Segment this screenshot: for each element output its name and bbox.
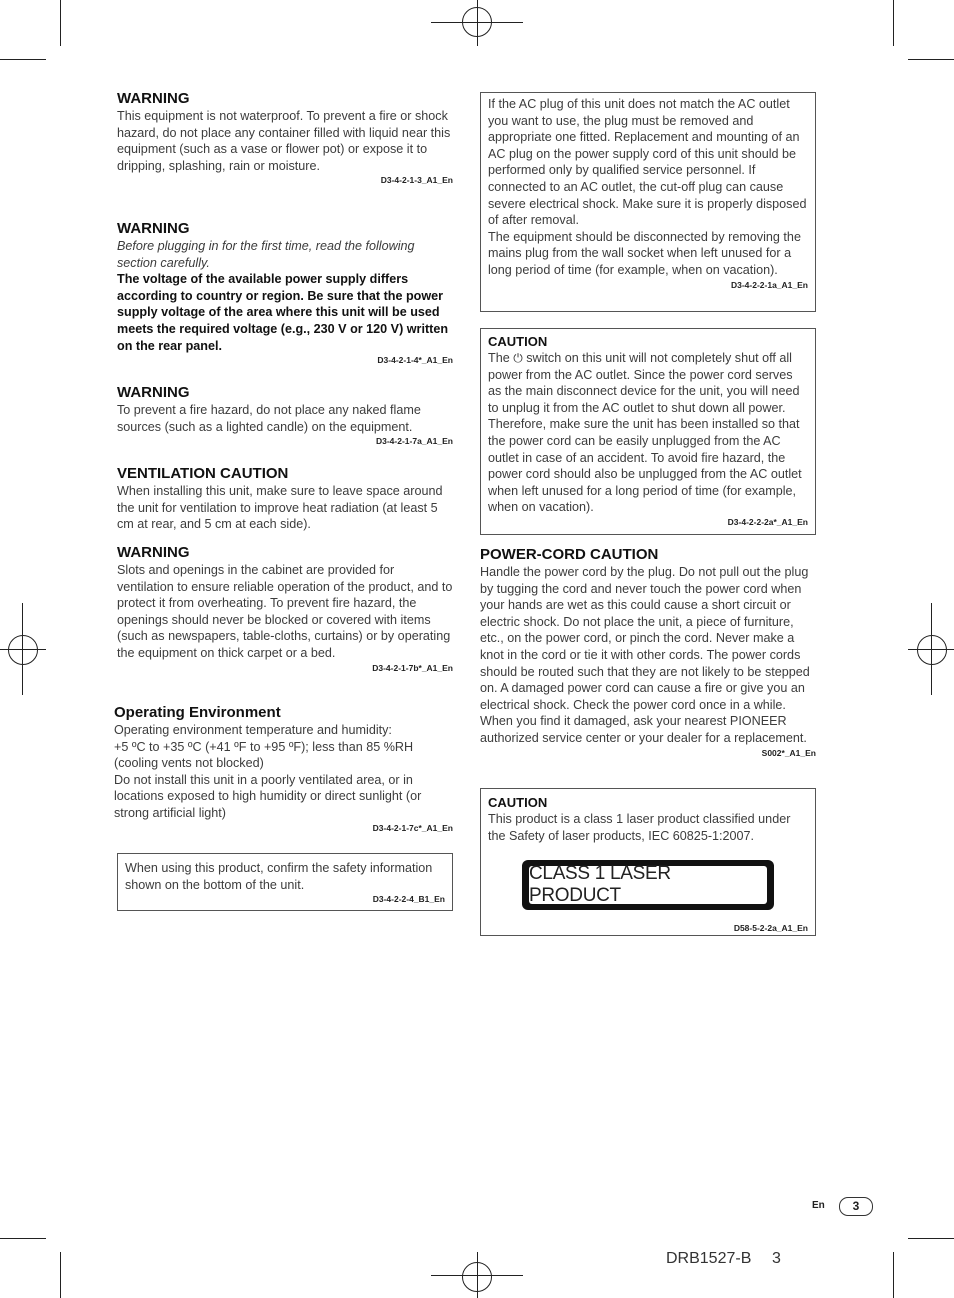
crop-mark bbox=[893, 1252, 894, 1298]
environment-body: Do not install this unit in a poorly ventilated area, or in locations exposed to high humidity or direct sunlight (or strong artificial light) bbox=[114, 772, 422, 820]
registration-circle bbox=[8, 635, 38, 665]
power-standby-icon: ⏻ bbox=[513, 351, 523, 365]
crop-mark bbox=[908, 1238, 954, 1239]
laser-class-label-text: CLASS 1 LASER PRODUCT bbox=[529, 866, 767, 904]
environment-heading: Operating Environment bbox=[114, 704, 281, 721]
warning-waterproof bbox=[117, 90, 453, 186]
warning-body: This equipment is not waterproof. To prevent a fire or shock hazard, do not place any container filled with liquid near this equipment (such as a vase or flower pot) or expose it to dripping, splashing, rain or moisture. bbox=[117, 109, 451, 173]
crop-mark bbox=[60, 1252, 61, 1298]
caution-heading: CAUTION bbox=[488, 334, 548, 349]
ac-plug-body: If the AC plug of this unit does not match the AC outlet you want to use, the plug must be removed and appropriate one fitted. Replacement and mounting of an AC plug on the power supply cord of this unit should be performed only by qualified service personnel. If connected to an AC outlet, the cut-off plug can cause severe electrical shock. Make sure it is properly disposed of after removal. bbox=[488, 97, 807, 228]
doc-code: D3-4-2-1-4*_A1_En bbox=[377, 355, 453, 366]
crop-mark bbox=[893, 0, 894, 46]
crop-mark bbox=[908, 59, 954, 60]
crop-mark bbox=[60, 0, 61, 46]
warning-heading: WARNING bbox=[117, 90, 190, 107]
caution-power-switch-box bbox=[480, 328, 816, 535]
laser-class-label bbox=[522, 860, 774, 910]
warning-body: Slots and openings in the cabinet are provided for ventilation to ensure reliable operation of the product, and to protect it from overheating. To prevent fire hazard, the openings should never be blocked or covered with items (such as newspapers, table-cloths, curtains) or by operating the equipment on thick carpet or a bed. bbox=[117, 563, 453, 660]
doc-code: D3-4-2-1-7b*_A1_En bbox=[372, 662, 453, 673]
environment-body: +5 ºC to +35 ºC (+41 ºF to +95 ºF); less than 85 %RH (cooling vents not blocked) bbox=[114, 739, 414, 771]
safety-info-box bbox=[117, 853, 453, 911]
caution-body-pre: The bbox=[488, 351, 514, 365]
doc-code: D3-4-2-2-1a_A1_En bbox=[730, 279, 808, 290]
environment-body: Operating environment temperature and humidity: bbox=[114, 723, 392, 737]
doc-code: D58-5-2-2a_A1_En bbox=[733, 923, 808, 934]
doc-code: S002*_A1_En bbox=[761, 747, 816, 758]
operating-environment bbox=[114, 704, 453, 834]
registration-circle bbox=[917, 635, 947, 665]
document-page: 3 bbox=[772, 1250, 781, 1267]
crop-mark bbox=[0, 1238, 46, 1239]
doc-code: D3-4-2-2-4_B1_En bbox=[372, 894, 445, 905]
warning-naked-flame bbox=[117, 384, 453, 447]
warning-openings bbox=[117, 544, 453, 674]
warning-intro: Before plugging in for the first time, read the following section carefully. bbox=[117, 239, 415, 270]
ventilation-body: When installing this unit, make sure to leave space around the unit for ventilation to improve heat radiation (at least 5 cm at rear, and 5 cm at each side). bbox=[117, 484, 443, 532]
language-label: En bbox=[812, 1200, 825, 1211]
doc-code: D3-4-2-2-2a*_A1_En bbox=[727, 516, 808, 527]
laser-body: This product is a class 1 laser product classified under the Safety of laser products, IEC 60825-1:2007. bbox=[488, 812, 791, 843]
doc-code: D3-4-2-1-7c*_A1_En bbox=[372, 822, 453, 833]
warning-power-supply bbox=[117, 220, 453, 366]
power-cord-heading: POWER-CORD CAUTION bbox=[480, 546, 659, 563]
laser-caution-box bbox=[480, 788, 816, 936]
warning-heading: WARNING bbox=[117, 544, 190, 561]
caution-body bbox=[488, 350, 808, 516]
warning-heading: WARNING bbox=[117, 384, 190, 401]
registration-circle bbox=[462, 1262, 492, 1292]
ac-plug-body: The equipment should be disconnected by removing the mains plug from the wall socket when left unused for a long period of time (for example, when on vacation). bbox=[488, 229, 801, 277]
doc-code: D3-4-2-1-7a_A1_En bbox=[375, 436, 453, 447]
warning-body: To prevent a fire hazard, do not place any naked flame sources (such as a lighted candle) on the equipment. bbox=[117, 403, 421, 434]
caution-heading: CAUTION bbox=[488, 795, 548, 810]
ventilation-heading: VENTILATION CAUTION bbox=[117, 465, 289, 482]
safety-info-body: When using this product, confirm the safety information shown on the bottom of the unit. bbox=[125, 861, 433, 892]
ac-plug-box bbox=[480, 92, 816, 312]
document-id: DRB1527-B bbox=[666, 1250, 752, 1267]
page-number-badge: 3 bbox=[839, 1197, 873, 1216]
ventilation-caution bbox=[117, 465, 453, 533]
warning-heading: WARNING bbox=[117, 220, 190, 237]
warning-body: The voltage of the available power supply differs according to country or region. Be sure that the power supply voltage of the area where this unit will be used meets the required voltage (e.g., 230 V or 120 V) written on the rear panel. bbox=[117, 272, 449, 353]
power-cord-caution bbox=[480, 546, 816, 759]
crop-mark bbox=[0, 59, 46, 60]
registration-circle bbox=[462, 7, 492, 37]
power-cord-body: Handle the power cord by the plug. Do not pull out the plug by tugging the cord and never touch the power cord when your hands are wet as this could cause a short circuit or electric shock. Do not place the unit, a piece of furniture, etc., on the power cord, or pinch the cord. Never make a knot in the cord or tie it with other cords. The power cords should be routed such that they are not likely to be stepped on. A damaged power cord can cause a fire or give you an electrical shock. Check the power cord once in a while. When you find it damaged, ask your nearest PIONEER authorized service center or your dealer for a replacement. bbox=[480, 565, 810, 745]
doc-code: D3-4-2-1-3_A1_En bbox=[380, 175, 453, 186]
caution-body-post: switch on this unit will not completely shut off all power from the AC outlet. Since the power cord serves as the main disconnect device for the unit, you will need to unplug it from the AC outlet to shut down all power. Therefore, make sure the unit has been installed so that the power cord can be easily unplugged from the AC outlet in case of an accident. To avoid fire hazard, the power cord should also be unplugged from the AC outlet when left unused for a long period of time (for example, when on vacation). bbox=[488, 351, 802, 515]
